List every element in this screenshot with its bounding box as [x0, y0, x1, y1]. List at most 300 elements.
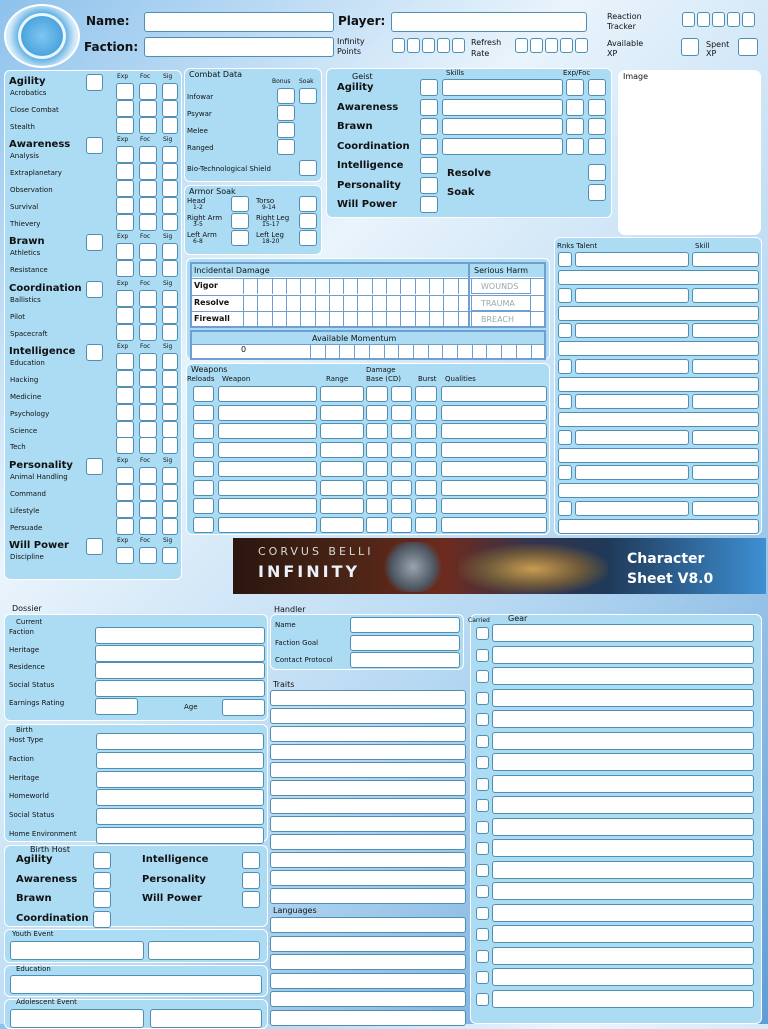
weapon-range-field[interactable] [320, 405, 364, 421]
talent-rank-field[interactable] [558, 359, 572, 374]
refresh-rate-box[interactable] [545, 38, 558, 53]
talent-name-field[interactable] [575, 252, 689, 267]
gear-item-field[interactable] [492, 624, 754, 642]
exp-field[interactable] [116, 353, 134, 370]
exp-field[interactable] [116, 100, 134, 117]
weapon-damage-cd-field[interactable] [391, 423, 412, 439]
spent-xp-field[interactable] [738, 38, 758, 56]
damage-cell[interactable] [386, 311, 400, 327]
foc-field[interactable] [139, 83, 157, 100]
foc-field[interactable] [139, 421, 157, 438]
trait-field[interactable] [270, 780, 466, 796]
foc-field[interactable] [139, 404, 157, 421]
damage-cell[interactable] [257, 311, 271, 327]
weapon-damage-cd-field[interactable] [391, 405, 412, 421]
refresh-rate-box[interactable] [560, 38, 573, 53]
youth-event-field-2[interactable] [148, 941, 260, 960]
exp-field[interactable] [116, 290, 134, 307]
exp-field[interactable] [116, 197, 134, 214]
weapon-burst-field[interactable] [415, 386, 437, 402]
gear-carried-checkbox[interactable] [476, 627, 489, 640]
weapon-name-field[interactable] [218, 461, 317, 477]
sig-field[interactable] [162, 547, 178, 564]
language-field[interactable] [270, 954, 466, 970]
sig-field[interactable] [162, 163, 178, 180]
damage-cell[interactable] [286, 311, 300, 327]
weapon-damage-field[interactable] [366, 405, 388, 421]
language-field[interactable] [270, 991, 466, 1007]
talent-rank-field[interactable] [558, 465, 572, 480]
birth-host-attribute-field[interactable] [93, 872, 111, 889]
weapon-qualities-field[interactable] [441, 461, 547, 477]
talent-name-field[interactable] [575, 465, 689, 480]
gear-item-field[interactable] [492, 796, 754, 814]
sig-field[interactable] [162, 214, 178, 231]
exp-field[interactable] [116, 163, 134, 180]
foc-field[interactable] [139, 484, 157, 501]
weapon-name-field[interactable] [218, 386, 317, 402]
exp-field[interactable] [116, 467, 134, 484]
weapon-reloads-field[interactable] [193, 423, 214, 439]
trait-field[interactable] [270, 888, 466, 904]
talent-name-field[interactable] [575, 323, 689, 338]
weapon-damage-field[interactable] [366, 498, 388, 514]
birth-host-attribute-field[interactable] [93, 911, 111, 928]
foc-field[interactable] [139, 260, 157, 277]
talent-rank-field[interactable] [558, 252, 572, 267]
language-field[interactable] [270, 917, 466, 933]
gear-carried-checkbox[interactable] [476, 971, 489, 984]
momentum-cell[interactable] [428, 344, 443, 358]
exp-field[interactable] [116, 484, 134, 501]
weapon-damage-field[interactable] [366, 386, 388, 402]
serious-harm-cell[interactable] [471, 295, 531, 311]
gear-carried-checkbox[interactable] [476, 799, 489, 812]
gear-item-field[interactable] [492, 990, 754, 1008]
sig-field[interactable] [162, 387, 178, 404]
language-field[interactable] [270, 973, 466, 989]
gear-item-field[interactable] [492, 775, 754, 793]
weapon-damage-field[interactable] [366, 480, 388, 496]
geist-attribute-field[interactable] [420, 157, 438, 174]
sig-field[interactable] [162, 290, 178, 307]
foc-field[interactable] [139, 370, 157, 387]
weapon-range-field[interactable] [320, 386, 364, 402]
weapon-damage-cd-field[interactable] [391, 498, 412, 514]
foc-field[interactable] [139, 243, 157, 260]
damage-cell[interactable] [243, 295, 257, 311]
damage-cell[interactable] [343, 278, 357, 294]
foc-field[interactable] [139, 214, 157, 231]
adolescent-event-field-1[interactable] [10, 1009, 144, 1028]
gear-carried-checkbox[interactable] [476, 864, 489, 877]
weapon-qualities-field[interactable] [441, 405, 547, 421]
weapon-qualities-field[interactable] [441, 423, 547, 439]
weapon-damage-field[interactable] [366, 423, 388, 439]
weapon-reloads-field[interactable] [193, 405, 214, 421]
gear-carried-checkbox[interactable] [476, 993, 489, 1006]
birth-field[interactable] [96, 752, 264, 769]
foc-field[interactable] [139, 180, 157, 197]
weapon-damage-cd-field[interactable] [391, 480, 412, 496]
trait-field[interactable] [270, 852, 466, 868]
sig-field[interactable] [162, 243, 178, 260]
infinity-point-box[interactable] [437, 38, 450, 53]
talent-skill-field[interactable] [692, 359, 759, 374]
weapon-name-field[interactable] [218, 423, 317, 439]
exp-field[interactable] [116, 437, 134, 454]
faction-field[interactable] [144, 37, 334, 57]
current-field[interactable] [95, 662, 265, 679]
talent-name-field[interactable] [575, 288, 689, 303]
momentum-cell[interactable] [531, 344, 546, 358]
talent-description-field[interactable] [558, 377, 759, 392]
damage-cell[interactable] [272, 311, 286, 327]
birth-host-attribute-field[interactable] [93, 852, 111, 869]
weapon-burst-field[interactable] [415, 517, 437, 533]
gear-carried-checkbox[interactable] [476, 713, 489, 726]
gear-item-field[interactable] [492, 925, 754, 943]
exp-field[interactable] [116, 518, 134, 535]
damage-cell[interactable] [257, 295, 271, 311]
exp-field[interactable] [116, 501, 134, 518]
sig-field[interactable] [162, 307, 178, 324]
foc-field[interactable] [139, 100, 157, 117]
trait-field[interactable] [270, 870, 466, 886]
geist-foc-field[interactable] [588, 79, 606, 96]
talent-rank-field[interactable] [558, 288, 572, 303]
damage-cell[interactable] [243, 278, 257, 294]
damage-cell[interactable] [372, 295, 386, 311]
weapon-damage-field[interactable] [366, 461, 388, 477]
gear-item-field[interactable] [492, 753, 754, 771]
weapon-damage-cd-field[interactable] [391, 461, 412, 477]
talent-skill-field[interactable] [692, 252, 759, 267]
geist-skill-field[interactable] [442, 99, 563, 116]
age-field[interactable] [222, 699, 265, 716]
momentum-cell[interactable] [501, 344, 516, 358]
weapon-burst-field[interactable] [415, 461, 437, 477]
gear-carried-checkbox[interactable] [476, 950, 489, 963]
talent-skill-field[interactable] [692, 323, 759, 338]
damage-cell[interactable] [372, 278, 386, 294]
trait-field[interactable] [270, 816, 466, 832]
attribute-score-field[interactable] [86, 74, 103, 91]
gear-carried-checkbox[interactable] [476, 821, 489, 834]
talent-description-field[interactable] [558, 448, 759, 463]
sig-field[interactable] [162, 518, 178, 535]
gear-carried-checkbox[interactable] [476, 778, 489, 791]
damage-cell[interactable] [272, 295, 286, 311]
momentum-cell[interactable] [354, 344, 369, 358]
damage-cell[interactable] [400, 295, 414, 311]
damage-cell[interactable] [329, 311, 343, 327]
talent-description-field[interactable] [558, 306, 759, 321]
exp-field[interactable] [116, 83, 134, 100]
damage-cell[interactable] [400, 278, 414, 294]
geist-exp-field[interactable] [566, 79, 584, 96]
weapon-qualities-field[interactable] [441, 517, 547, 533]
weapon-reloads-field[interactable] [193, 442, 214, 458]
attribute-score-field[interactable] [86, 458, 103, 475]
damage-cell[interactable] [243, 311, 257, 327]
weapon-qualities-field[interactable] [441, 442, 547, 458]
birth-field[interactable] [96, 827, 264, 844]
infinity-point-box[interactable] [422, 38, 435, 53]
damage-cell[interactable] [443, 295, 457, 311]
trait-field[interactable] [270, 762, 466, 778]
weapon-qualities-field[interactable] [441, 386, 547, 402]
gear-carried-checkbox[interactable] [476, 907, 489, 920]
weapon-name-field[interactable] [218, 480, 317, 496]
geist-exp-field[interactable] [566, 118, 584, 135]
weapon-burst-field[interactable] [415, 423, 437, 439]
geist-soak-field[interactable] [588, 184, 606, 201]
infinity-point-box[interactable] [407, 38, 420, 53]
gear-carried-checkbox[interactable] [476, 692, 489, 705]
geist-attribute-field[interactable] [420, 99, 438, 116]
sig-field[interactable] [162, 353, 178, 370]
sig-field[interactable] [162, 146, 178, 163]
damage-cell[interactable] [300, 295, 314, 311]
damage-cell[interactable] [415, 311, 429, 327]
sig-field[interactable] [162, 484, 178, 501]
damage-cell[interactable] [315, 295, 329, 311]
damage-cell[interactable] [357, 278, 371, 294]
birth-host-attribute-field[interactable] [242, 852, 260, 869]
damage-cell[interactable] [286, 295, 300, 311]
momentum-cell[interactable] [516, 344, 531, 358]
weapon-reloads-field[interactable] [193, 498, 214, 514]
geist-foc-field[interactable] [588, 99, 606, 116]
foc-field[interactable] [139, 324, 157, 341]
refresh-rate-box[interactable] [515, 38, 528, 53]
birth-field[interactable] [96, 771, 264, 788]
armor-soak-field[interactable] [299, 230, 317, 246]
infinity-point-box[interactable] [452, 38, 465, 53]
birth-host-attribute-field[interactable] [93, 891, 111, 908]
combat-soak-field[interactable] [299, 88, 317, 104]
weapon-range-field[interactable] [320, 498, 364, 514]
weapon-name-field[interactable] [218, 517, 317, 533]
refresh-rate-box[interactable] [530, 38, 543, 53]
geist-foc-field[interactable] [588, 138, 606, 155]
gear-item-field[interactable] [492, 646, 754, 664]
birth-field[interactable] [96, 789, 264, 806]
trait-field[interactable] [270, 744, 466, 760]
weapon-damage-cd-field[interactable] [391, 517, 412, 533]
exp-field[interactable] [116, 260, 134, 277]
handler-field[interactable] [350, 635, 460, 651]
available-xp-field[interactable] [681, 38, 699, 56]
weapon-name-field[interactable] [218, 498, 317, 514]
image-box[interactable] [618, 70, 761, 235]
birth-host-attribute-field[interactable] [242, 872, 260, 889]
sig-field[interactable] [162, 100, 178, 117]
trait-field[interactable] [270, 690, 466, 706]
geist-attribute-field[interactable] [420, 177, 438, 194]
momentum-cell[interactable] [457, 344, 472, 358]
foc-field[interactable] [139, 518, 157, 535]
damage-cell[interactable] [357, 311, 371, 327]
earnings-rating-field[interactable] [95, 698, 138, 715]
gear-item-field[interactable] [492, 710, 754, 728]
birth-field[interactable] [96, 733, 264, 750]
damage-cell[interactable] [372, 311, 386, 327]
momentum-cell[interactable] [442, 344, 457, 358]
sig-field[interactable] [162, 467, 178, 484]
talent-skill-field[interactable] [692, 465, 759, 480]
momentum-cell[interactable] [413, 344, 428, 358]
damage-cell[interactable] [429, 295, 443, 311]
gear-item-field[interactable] [492, 839, 754, 857]
gear-item-field[interactable] [492, 968, 754, 986]
foc-field[interactable] [139, 547, 157, 564]
language-field[interactable] [270, 936, 466, 952]
weapon-qualities-field[interactable] [441, 498, 547, 514]
weapon-damage-cd-field[interactable] [391, 442, 412, 458]
current-field[interactable] [95, 680, 265, 697]
talent-name-field[interactable] [575, 430, 689, 445]
talent-skill-field[interactable] [692, 394, 759, 409]
combat-bonus-field[interactable] [277, 88, 295, 104]
weapon-reloads-field[interactable] [193, 517, 214, 533]
sig-field[interactable] [162, 324, 178, 341]
attribute-score-field[interactable] [86, 538, 103, 555]
weapon-burst-field[interactable] [415, 442, 437, 458]
damage-cell[interactable] [443, 278, 457, 294]
gear-carried-checkbox[interactable] [476, 928, 489, 941]
sig-field[interactable] [162, 437, 178, 454]
momentum-value[interactable]: 0 [241, 345, 247, 354]
geist-exp-field[interactable] [566, 99, 584, 116]
geist-foc-field[interactable] [588, 118, 606, 135]
attribute-score-field[interactable] [86, 281, 103, 298]
combat-bonus-field[interactable] [277, 105, 295, 121]
geist-attribute-field[interactable] [420, 196, 438, 213]
talent-name-field[interactable] [575, 394, 689, 409]
weapon-reloads-field[interactable] [193, 461, 214, 477]
weapon-qualities-field[interactable] [441, 480, 547, 496]
language-field[interactable] [270, 1010, 466, 1026]
foc-field[interactable] [139, 467, 157, 484]
talent-name-field[interactable] [575, 359, 689, 374]
momentum-cell[interactable] [310, 344, 325, 358]
foc-field[interactable] [139, 353, 157, 370]
weapon-burst-field[interactable] [415, 405, 437, 421]
momentum-cell[interactable] [339, 344, 354, 358]
gear-item-field[interactable] [492, 732, 754, 750]
weapon-range-field[interactable] [320, 480, 364, 496]
sig-field[interactable] [162, 260, 178, 277]
exp-field[interactable] [116, 307, 134, 324]
gear-item-field[interactable] [492, 904, 754, 922]
momentum-cell[interactable] [384, 344, 399, 358]
weapon-range-field[interactable] [320, 517, 364, 533]
talent-rank-field[interactable] [558, 430, 572, 445]
attribute-score-field[interactable] [86, 234, 103, 251]
momentum-cell[interactable] [486, 344, 501, 358]
handler-field[interactable] [350, 617, 460, 633]
foc-field[interactable] [139, 290, 157, 307]
infinity-point-box[interactable] [392, 38, 405, 53]
sig-field[interactable] [162, 197, 178, 214]
gear-carried-checkbox[interactable] [476, 735, 489, 748]
name-field[interactable] [144, 12, 334, 32]
talent-rank-field[interactable] [558, 501, 572, 516]
damage-cell[interactable] [329, 295, 343, 311]
foc-field[interactable] [139, 501, 157, 518]
exp-field[interactable] [116, 146, 134, 163]
talent-name-field[interactable] [575, 501, 689, 516]
sig-field[interactable] [162, 83, 178, 100]
geist-skill-field[interactable] [442, 79, 563, 96]
damage-cell[interactable] [357, 295, 371, 311]
geist-attribute-field[interactable] [420, 79, 438, 96]
damage-cell[interactable] [272, 278, 286, 294]
sig-field[interactable] [162, 117, 178, 134]
exp-field[interactable] [116, 214, 134, 231]
sig-field[interactable] [162, 421, 178, 438]
armor-soak-field[interactable] [231, 196, 249, 212]
birth-host-attribute-field[interactable] [242, 891, 260, 908]
foc-field[interactable] [139, 163, 157, 180]
serious-harm-cell[interactable] [471, 311, 531, 327]
reaction-tracker-box[interactable] [712, 12, 725, 27]
damage-cell[interactable] [443, 311, 457, 327]
weapon-range-field[interactable] [320, 461, 364, 477]
weapon-damage-cd-field[interactable] [391, 386, 412, 402]
foc-field[interactable] [139, 117, 157, 134]
geist-attribute-field[interactable] [420, 138, 438, 155]
damage-cell[interactable] [386, 278, 400, 294]
geist-resolve-field[interactable] [588, 164, 606, 181]
damage-cell[interactable] [386, 295, 400, 311]
damage-cell[interactable] [286, 278, 300, 294]
birth-field[interactable] [96, 808, 264, 825]
exp-field[interactable] [116, 387, 134, 404]
talent-rank-field[interactable] [558, 394, 572, 409]
geist-exp-field[interactable] [566, 138, 584, 155]
weapon-reloads-field[interactable] [193, 386, 214, 402]
foc-field[interactable] [139, 437, 157, 454]
momentum-cell[interactable] [325, 344, 340, 358]
damage-cell[interactable] [429, 311, 443, 327]
foc-field[interactable] [139, 197, 157, 214]
damage-cell[interactable] [257, 278, 271, 294]
weapon-burst-field[interactable] [415, 498, 437, 514]
combat-bonus-field[interactable] [277, 139, 295, 155]
gear-carried-checkbox[interactable] [476, 670, 489, 683]
talent-description-field[interactable] [558, 412, 759, 427]
geist-skill-field[interactable] [442, 118, 563, 135]
exp-field[interactable] [116, 180, 134, 197]
trait-field[interactable] [270, 798, 466, 814]
refresh-rate-box[interactable] [575, 38, 588, 53]
attribute-score-field[interactable] [86, 137, 103, 154]
armor-soak-field[interactable] [299, 213, 317, 229]
sig-field[interactable] [162, 404, 178, 421]
current-field[interactable] [95, 627, 265, 644]
talent-skill-field[interactable] [692, 501, 759, 516]
damage-cell[interactable] [400, 311, 414, 327]
attribute-score-field[interactable] [86, 344, 103, 361]
armor-soak-field[interactable] [299, 196, 317, 212]
sig-field[interactable] [162, 501, 178, 518]
trait-field[interactable] [270, 708, 466, 724]
damage-cell[interactable] [315, 311, 329, 327]
weapon-damage-field[interactable] [366, 517, 388, 533]
